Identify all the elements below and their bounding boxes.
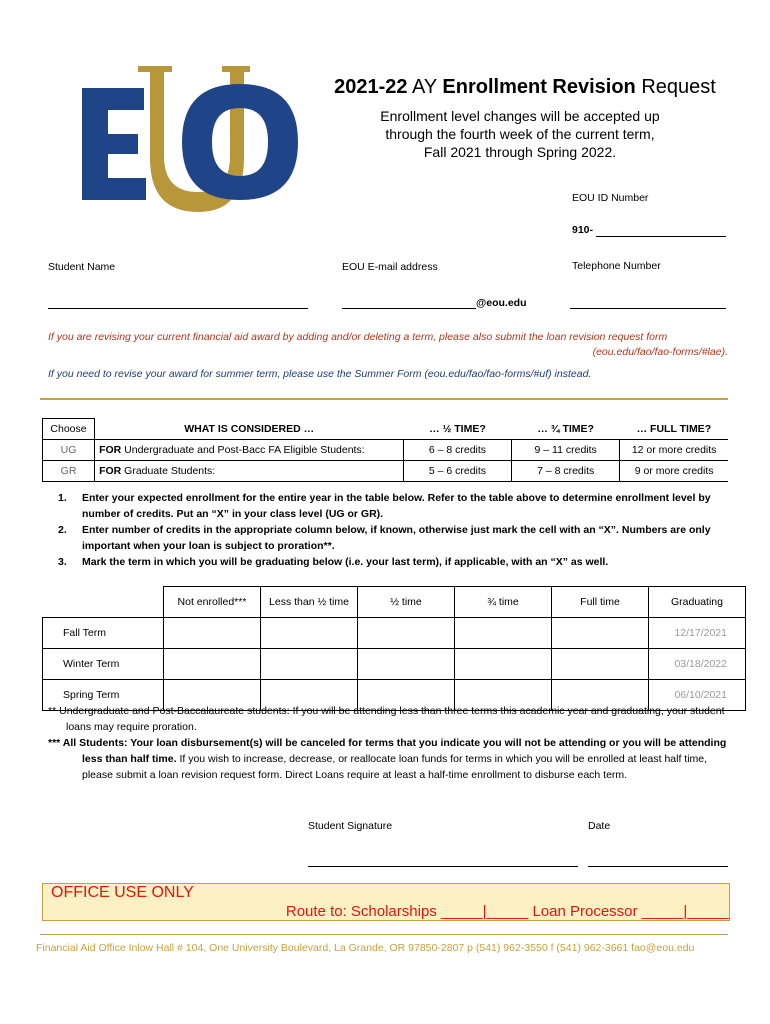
full-time-cell[interactable] xyxy=(552,617,649,648)
note-text: Undergraduate and Post-Baccalaureate students: If you will be attending less than three terms this academic year and graduating, your student loans may require proration. xyxy=(59,705,725,733)
title-year: 2021-22 xyxy=(334,76,408,98)
list-item xyxy=(58,490,730,522)
office-use-title: OFFICE USE ONLY xyxy=(51,884,194,901)
date-field[interactable] xyxy=(588,852,728,867)
student-signature-label: Student Signature xyxy=(308,820,393,832)
winter-term-label: Winter Term xyxy=(43,648,164,679)
list-item xyxy=(58,554,730,570)
phone-label: Telephone Number xyxy=(572,260,661,272)
term-enrollment-table xyxy=(42,586,746,711)
three-quarter-cell[interactable] xyxy=(455,617,552,648)
table-row xyxy=(43,440,729,461)
item-number: 3. xyxy=(58,556,67,568)
less-than-half-header: Less than ½ time xyxy=(261,587,358,618)
divider xyxy=(40,398,728,400)
graduating-cell[interactable]: 03/18/2022 xyxy=(649,648,746,679)
table-row xyxy=(43,648,746,679)
revision-notice xyxy=(48,330,728,360)
item-number: 2. xyxy=(58,524,67,536)
office-use-box xyxy=(42,883,730,921)
footer-divider xyxy=(40,934,728,935)
list-item xyxy=(58,522,730,554)
half-time-header: … ½ TIME? xyxy=(403,419,511,440)
half-time-cell[interactable] xyxy=(358,648,455,679)
graduating-cell[interactable]: 12/17/2021 xyxy=(649,617,746,648)
subtitle-line-3: Fall 2021 through Spring 2022. xyxy=(423,144,617,160)
desc-text: Undergraduate and Post-Bacc FA Eligible Students: xyxy=(124,444,365,456)
revision-notice-line-1: If you are revising your current financial aid award by adding and/or deleting a term, please also submit the loan revision request form xyxy=(48,331,668,343)
table-row xyxy=(43,461,729,482)
full-time-cell[interactable] xyxy=(552,648,649,679)
table-row xyxy=(43,617,746,648)
title-bold: Enrollment Revision xyxy=(442,76,636,98)
desc-cell xyxy=(95,440,404,461)
for-label: FOR xyxy=(99,465,122,477)
signature-field[interactable] xyxy=(308,852,578,867)
email-input[interactable] xyxy=(342,294,476,309)
all-students-note xyxy=(48,735,730,783)
half-time-cell: 6 – 8 credits xyxy=(403,440,511,461)
instructions-list xyxy=(58,490,730,570)
enrollment-level-table xyxy=(42,418,728,482)
subtitle-line-1: Enrollment level changes will be accepted up xyxy=(380,108,660,124)
choose-gr-cell[interactable]: GR xyxy=(43,461,95,482)
table-header-row xyxy=(43,419,729,440)
half-time-cell[interactable] xyxy=(358,617,455,648)
phone-input[interactable] xyxy=(570,294,726,309)
revision-notice-line-2: (eou.edu/fao/fao-forms/#lae). xyxy=(592,346,728,358)
note-mark: ** xyxy=(48,705,57,717)
eou-id-input[interactable] xyxy=(596,222,726,237)
half-time-cell: 5 – 6 credits xyxy=(403,461,511,482)
email-label: EOU E-mail address xyxy=(342,261,438,273)
student-name-input[interactable] xyxy=(48,294,308,309)
graduating-cell[interactable]: 06/10/2021 xyxy=(649,679,746,710)
full-time-header: … FULL TIME? xyxy=(620,419,728,440)
note-bold: *** All Students: Your loan disbursement(s) will be canceled for terms that you indicate you will not be attending or you will be attending less than half time. xyxy=(48,737,727,765)
note-text: If you wish to increase, decrease, or reallocate loan funds for terms in which you will be enrolled at least half time, please submit a loan revision request form. Direct Loans require at least a half-time enrollment to disburse each term. xyxy=(82,753,708,781)
subtitle xyxy=(340,107,700,161)
blank-corner xyxy=(43,587,164,618)
full-time-cell: 9 or more credits xyxy=(620,461,728,482)
less-than-half-cell[interactable] xyxy=(261,617,358,648)
three-quarter-header: … ¾ TIME? xyxy=(512,419,620,440)
eou-id-prefix: 910- xyxy=(572,224,594,236)
less-than-half-cell[interactable] xyxy=(261,648,358,679)
choose-ug-cell[interactable]: UG xyxy=(43,440,95,461)
footer-contact: Financial Aid Office Inlow Hall # 104, One University Boulevard, La Grande, OR 97850-2807 p (541) 962-3550 f (541) 962-3661 fao@eou.edu xyxy=(36,942,695,954)
spring-term-label: Spring Term xyxy=(43,679,164,710)
three-quarter-cell[interactable] xyxy=(455,648,552,679)
desc-text: Graduate Students: xyxy=(124,465,216,477)
title-end: Request xyxy=(641,76,716,98)
not-enrolled-cell[interactable] xyxy=(164,617,261,648)
three-quarter-header: ¾ time xyxy=(455,587,552,618)
subtitle-line-2: through the fourth week of the current term, xyxy=(385,126,655,142)
not-enrolled-header: Not enrolled*** xyxy=(164,587,261,618)
choose-header: Choose xyxy=(43,419,95,440)
date-label: Date xyxy=(588,820,611,832)
table-header-row xyxy=(43,587,746,618)
item-text: Enter number of credits in the appropriate column below, if known, otherwise just mark the cell with an “X”. Numbers are only important when your loan is subject to proration**. xyxy=(82,524,711,552)
item-text: Mark the term in which you will be graduating below (i.e. your last term), if applicable, with an “X” as well. xyxy=(82,556,609,568)
student-name-label: Student Name xyxy=(48,261,116,273)
eou-id-label: EOU ID Number xyxy=(572,192,649,204)
full-time-cell: 12 or more credits xyxy=(620,440,728,461)
graduating-header: Graduating xyxy=(649,587,746,618)
three-quarter-cell: 9 – 11 credits xyxy=(512,440,620,461)
full-time-header: Full time xyxy=(552,587,649,618)
item-number: 1. xyxy=(58,492,67,504)
page-title xyxy=(330,76,720,99)
item-text: Enter your expected enrollment for the entire year in the table below. Refer to the table above to determine enrollment level by number of credits. Put an “X” in your class level (UG or GR). xyxy=(82,492,711,520)
fall-term-label: Fall Term xyxy=(43,617,164,648)
half-time-header: ½ time xyxy=(358,587,455,618)
proration-note xyxy=(48,703,730,735)
title-ay: AY xyxy=(412,76,437,98)
email-suffix: @eou.edu xyxy=(476,297,527,309)
eou-logo xyxy=(80,64,306,214)
summer-notice: If you need to revise your award for summer term, please use the Summer Form (eou.edu/fao/fao-forms/#uf) instead. xyxy=(48,368,592,380)
not-enrolled-cell[interactable] xyxy=(164,648,261,679)
what-considered-header: WHAT IS CONSIDERED … xyxy=(95,419,404,440)
three-quarter-cell: 7 – 8 credits xyxy=(512,461,620,482)
desc-cell xyxy=(95,461,404,482)
for-label: FOR xyxy=(99,444,122,456)
footnotes xyxy=(48,703,730,783)
route-to-text: Route to: Scholarships _____|_____ Loan Processor _____|_____ xyxy=(285,903,729,920)
